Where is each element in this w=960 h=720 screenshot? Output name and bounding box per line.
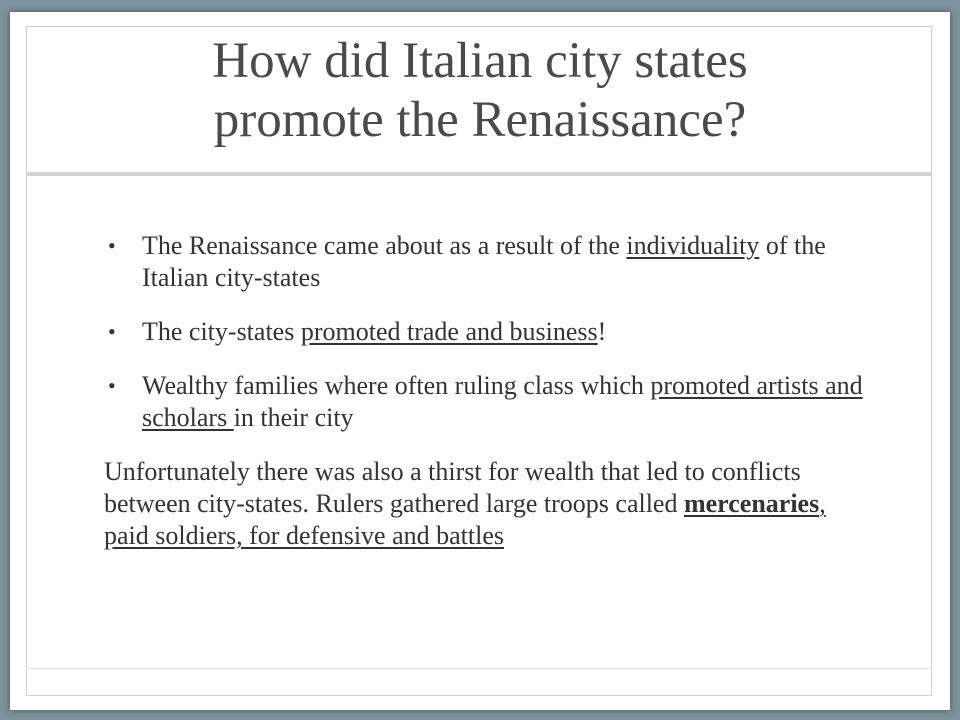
bullet-text-end: !: [597, 317, 607, 346]
bullet-text: Wealthy families where often ruling class which: [142, 371, 651, 400]
slide: [10, 12, 950, 710]
footer-divider: [26, 668, 932, 669]
bullet-underlined-text: individuality: [626, 231, 760, 260]
title-divider: [26, 172, 932, 176]
slide-title: [40, 32, 920, 150]
bullet-dot: •: [108, 233, 116, 258]
bullet-dot: •: [108, 373, 116, 398]
mercenaries-definition: , paid soldiers, for defensive and battles: [104, 489, 826, 550]
bullet-text-end: of the Italian city-states: [142, 231, 826, 292]
bullet-dot: •: [108, 319, 116, 344]
bullet-underlined-text: promoted artists and scholars: [142, 371, 863, 432]
paragraph-text: Unfortunately there was also a thirst for wealth that led to conflicts between city-states. Rulers gathered large troops called: [104, 457, 801, 518]
bullet-text: The city-states: [142, 317, 301, 346]
closing-paragraph: [104, 456, 874, 552]
bullet-item: [104, 370, 874, 434]
title-line-2: promote the Renaissance?: [213, 92, 747, 148]
slide-body: [104, 230, 874, 552]
mercenaries-term: mercenaries: [683, 489, 820, 518]
bullet-item: [104, 316, 874, 348]
bullet-underlined-text: promoted trade and business: [300, 317, 598, 346]
bullet-text: The Renaissance came about as a result of the: [142, 231, 627, 260]
bullet-text-end: in their city: [233, 403, 354, 432]
title-line-1: How did Italian city states: [212, 33, 748, 89]
bullet-item: [104, 230, 874, 294]
